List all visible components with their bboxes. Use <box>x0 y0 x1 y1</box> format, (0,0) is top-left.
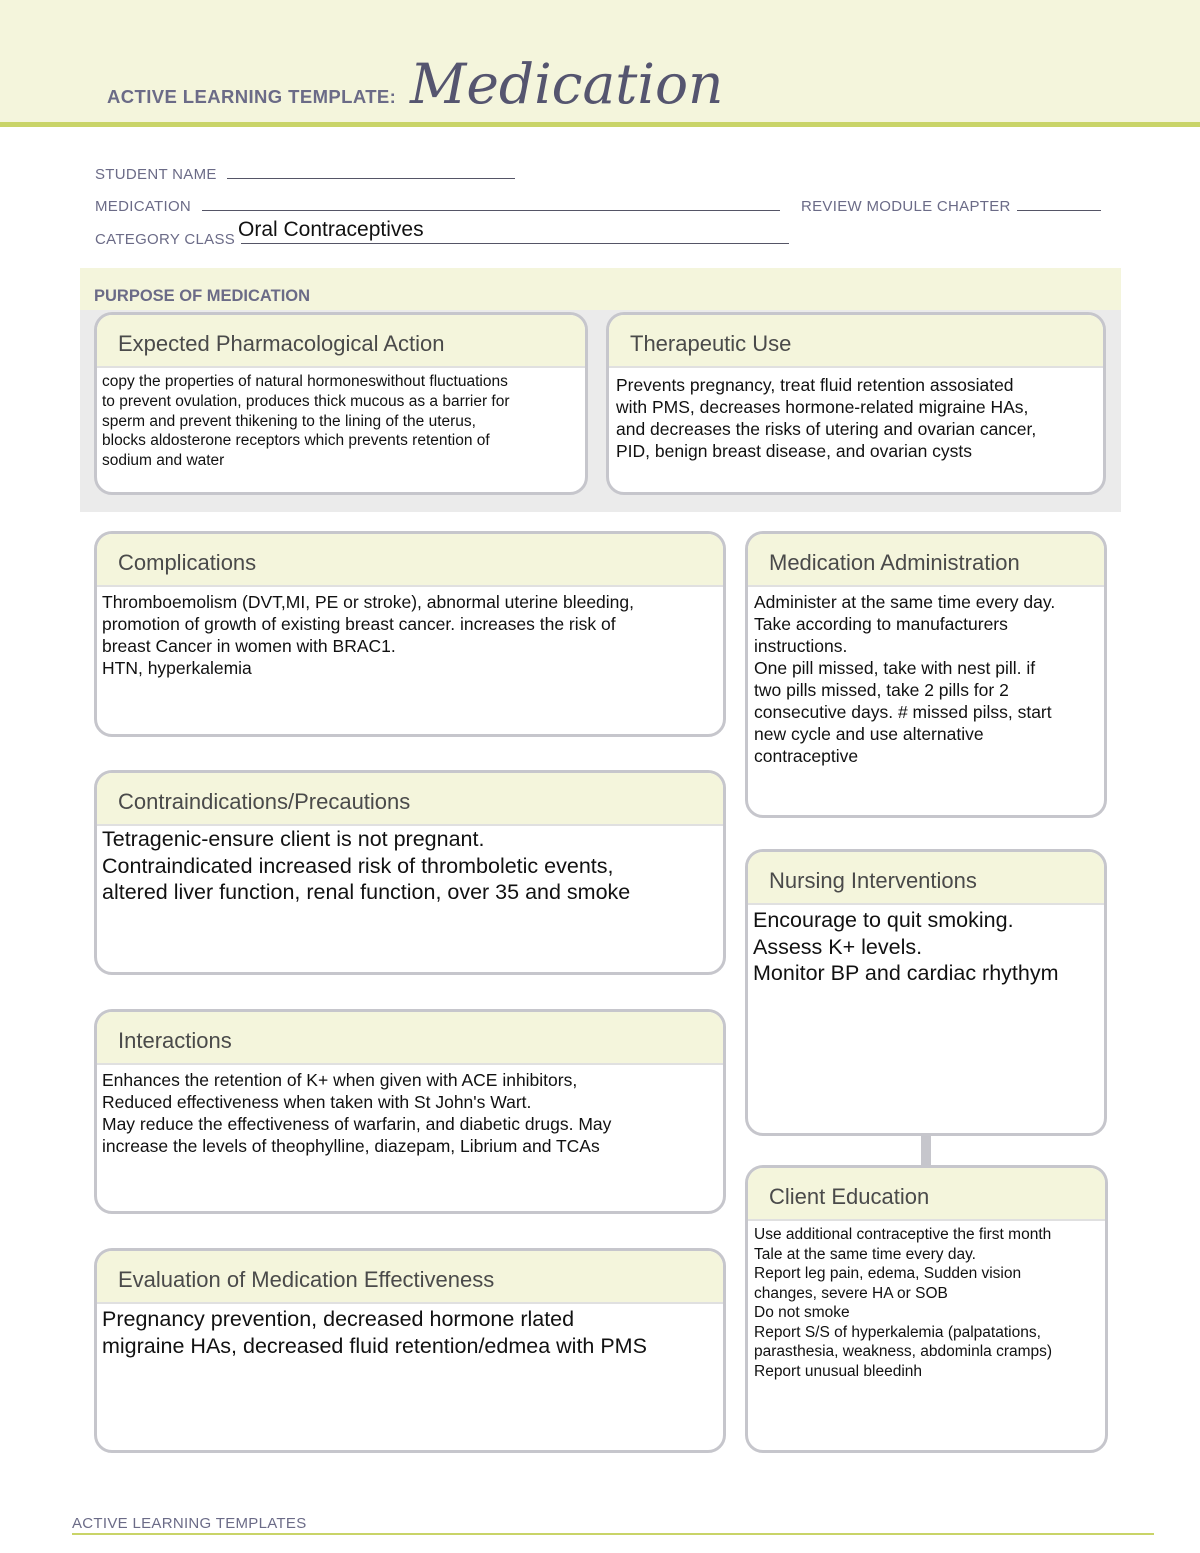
card-header <box>97 534 723 587</box>
medication-label: MEDICATION <box>95 198 192 215</box>
client-education-title: Client Education <box>769 1184 930 1209</box>
template-title: Medication <box>410 52 724 116</box>
nursing-interventions-title: Nursing Interventions <box>769 868 977 893</box>
medication-administration-card <box>745 531 1107 818</box>
interactions-card <box>94 1009 726 1214</box>
contraindications-card <box>94 770 726 975</box>
complications-text[interactable]: Thromboemolism (DVT,MI, PE or stroke), abnormal uterine bleeding, promotion of growth of existing breast cancer. increases the risk of breast Cancer in women with BRAC1. HTN, hyperkalemia <box>102 592 635 678</box>
card-header <box>97 1251 723 1304</box>
category-class-label: CATEGORY CLASS <box>95 231 236 248</box>
medication-administration-title: Medication Administration <box>769 550 1020 575</box>
interactions-title: Interactions <box>118 1028 232 1053</box>
therapeutic-use-text[interactable]: Prevents pregnancy, treat fluid retention assosiated with PMS, decreases hormone-related migraine HAs, and decreases the risks of utering and ovarian cancer, PID, benign breast disease, and ovarian cysts <box>616 375 1037 461</box>
expected-action-text[interactable]: copy the properties of natural hormoneswithout fluctuations to prevent ovulation, produces thick mucous as a barrier for sperm and prevent thikening to the lining of the uterus, blocks aldosterone receptors which prevents retention of sodium and water <box>102 373 510 470</box>
student-name-field <box>95 166 515 183</box>
template-label: ACTIVE LEARNING TEMPLATE: <box>107 86 397 107</box>
review-module-input[interactable] <box>1017 198 1101 211</box>
header-divider <box>0 122 1200 127</box>
card-header <box>609 315 1103 368</box>
card-header <box>748 852 1104 905</box>
student-name-label: STUDENT NAME <box>95 166 217 183</box>
medication-field <box>95 198 780 215</box>
evaluation-text[interactable]: Pregnancy prevention, decreased hormone rlated migraine HAs, decreased fluid retention/edmea with PMS <box>102 1307 647 1358</box>
expected-action-title: Expected Pharmacological Action <box>118 331 445 356</box>
review-module-label: REVIEW MODULE CHAPTER <box>801 198 1011 215</box>
contraindications-title: Contraindications/Precautions <box>118 789 411 814</box>
nursing-interventions-card <box>745 849 1107 1136</box>
evaluation-title: Evaluation of Medication Effectiveness <box>118 1267 495 1292</box>
therapeutic-use-card <box>606 312 1106 495</box>
expected-action-card <box>94 312 588 495</box>
card-header <box>97 1012 723 1065</box>
category-class-field <box>95 231 789 248</box>
footer-divider <box>72 1533 1154 1535</box>
purpose-title: PURPOSE OF MEDICATION <box>94 287 311 305</box>
client-education-card <box>745 1165 1108 1453</box>
medication-input[interactable] <box>202 198 780 211</box>
complications-title: Complications <box>118 550 257 575</box>
card-header <box>748 534 1104 587</box>
category-class-value: Oral Contraceptives <box>238 218 424 241</box>
therapeutic-use-title: Therapeutic Use <box>630 331 792 356</box>
evaluation-card <box>94 1248 726 1453</box>
medication-administration-text[interactable]: Administer at the same time every day. Take according to manufacturers instructions. One pill missed, take with nest pill. if two pills missed, take 2 pills for 2 consecutive days. # missed pilss, start new cycle and use alternative contraceptive <box>754 592 1056 766</box>
contraindications-text[interactable]: Tetragenic-ensure client is not pregnant. Contraindicated increased risk of thromboletic events, altered liver function, renal function, over 35 and smoke <box>102 827 631 904</box>
card-header <box>97 773 723 826</box>
connector-bar <box>921 1134 931 1166</box>
interactions-text[interactable]: Enhances the retention of K+ when given with ACE inhibitors, Reduced effectiveness when taken with St John's Wart. May reduce the effectiveness of warfarin, and diabetic drugs. May increase the levels of theophylline, diazepam, Librium and TCAs <box>102 1070 612 1156</box>
nursing-interventions-text[interactable]: Encourage to quit smoking. Assess K+ levels. Monitor BP and cardiac rhythym <box>753 908 1059 985</box>
complications-card <box>94 531 726 737</box>
card-header <box>97 315 585 368</box>
review-module-field <box>801 198 1101 215</box>
client-education-text[interactable]: Use additional contraceptive the first month Tale at the same time every day. Report leg pain, edema, Sudden vision changes, severe HA or SOB Do not smoke Report S/S of hyperkalemia (palpatations, parasthesia, weakness, abdominla cramps) Report unusual bleedinh <box>754 1226 1053 1380</box>
student-name-input[interactable] <box>227 166 515 179</box>
footer-text: ACTIVE LEARNING TEMPLATES <box>72 1515 307 1532</box>
card-header <box>748 1168 1105 1221</box>
